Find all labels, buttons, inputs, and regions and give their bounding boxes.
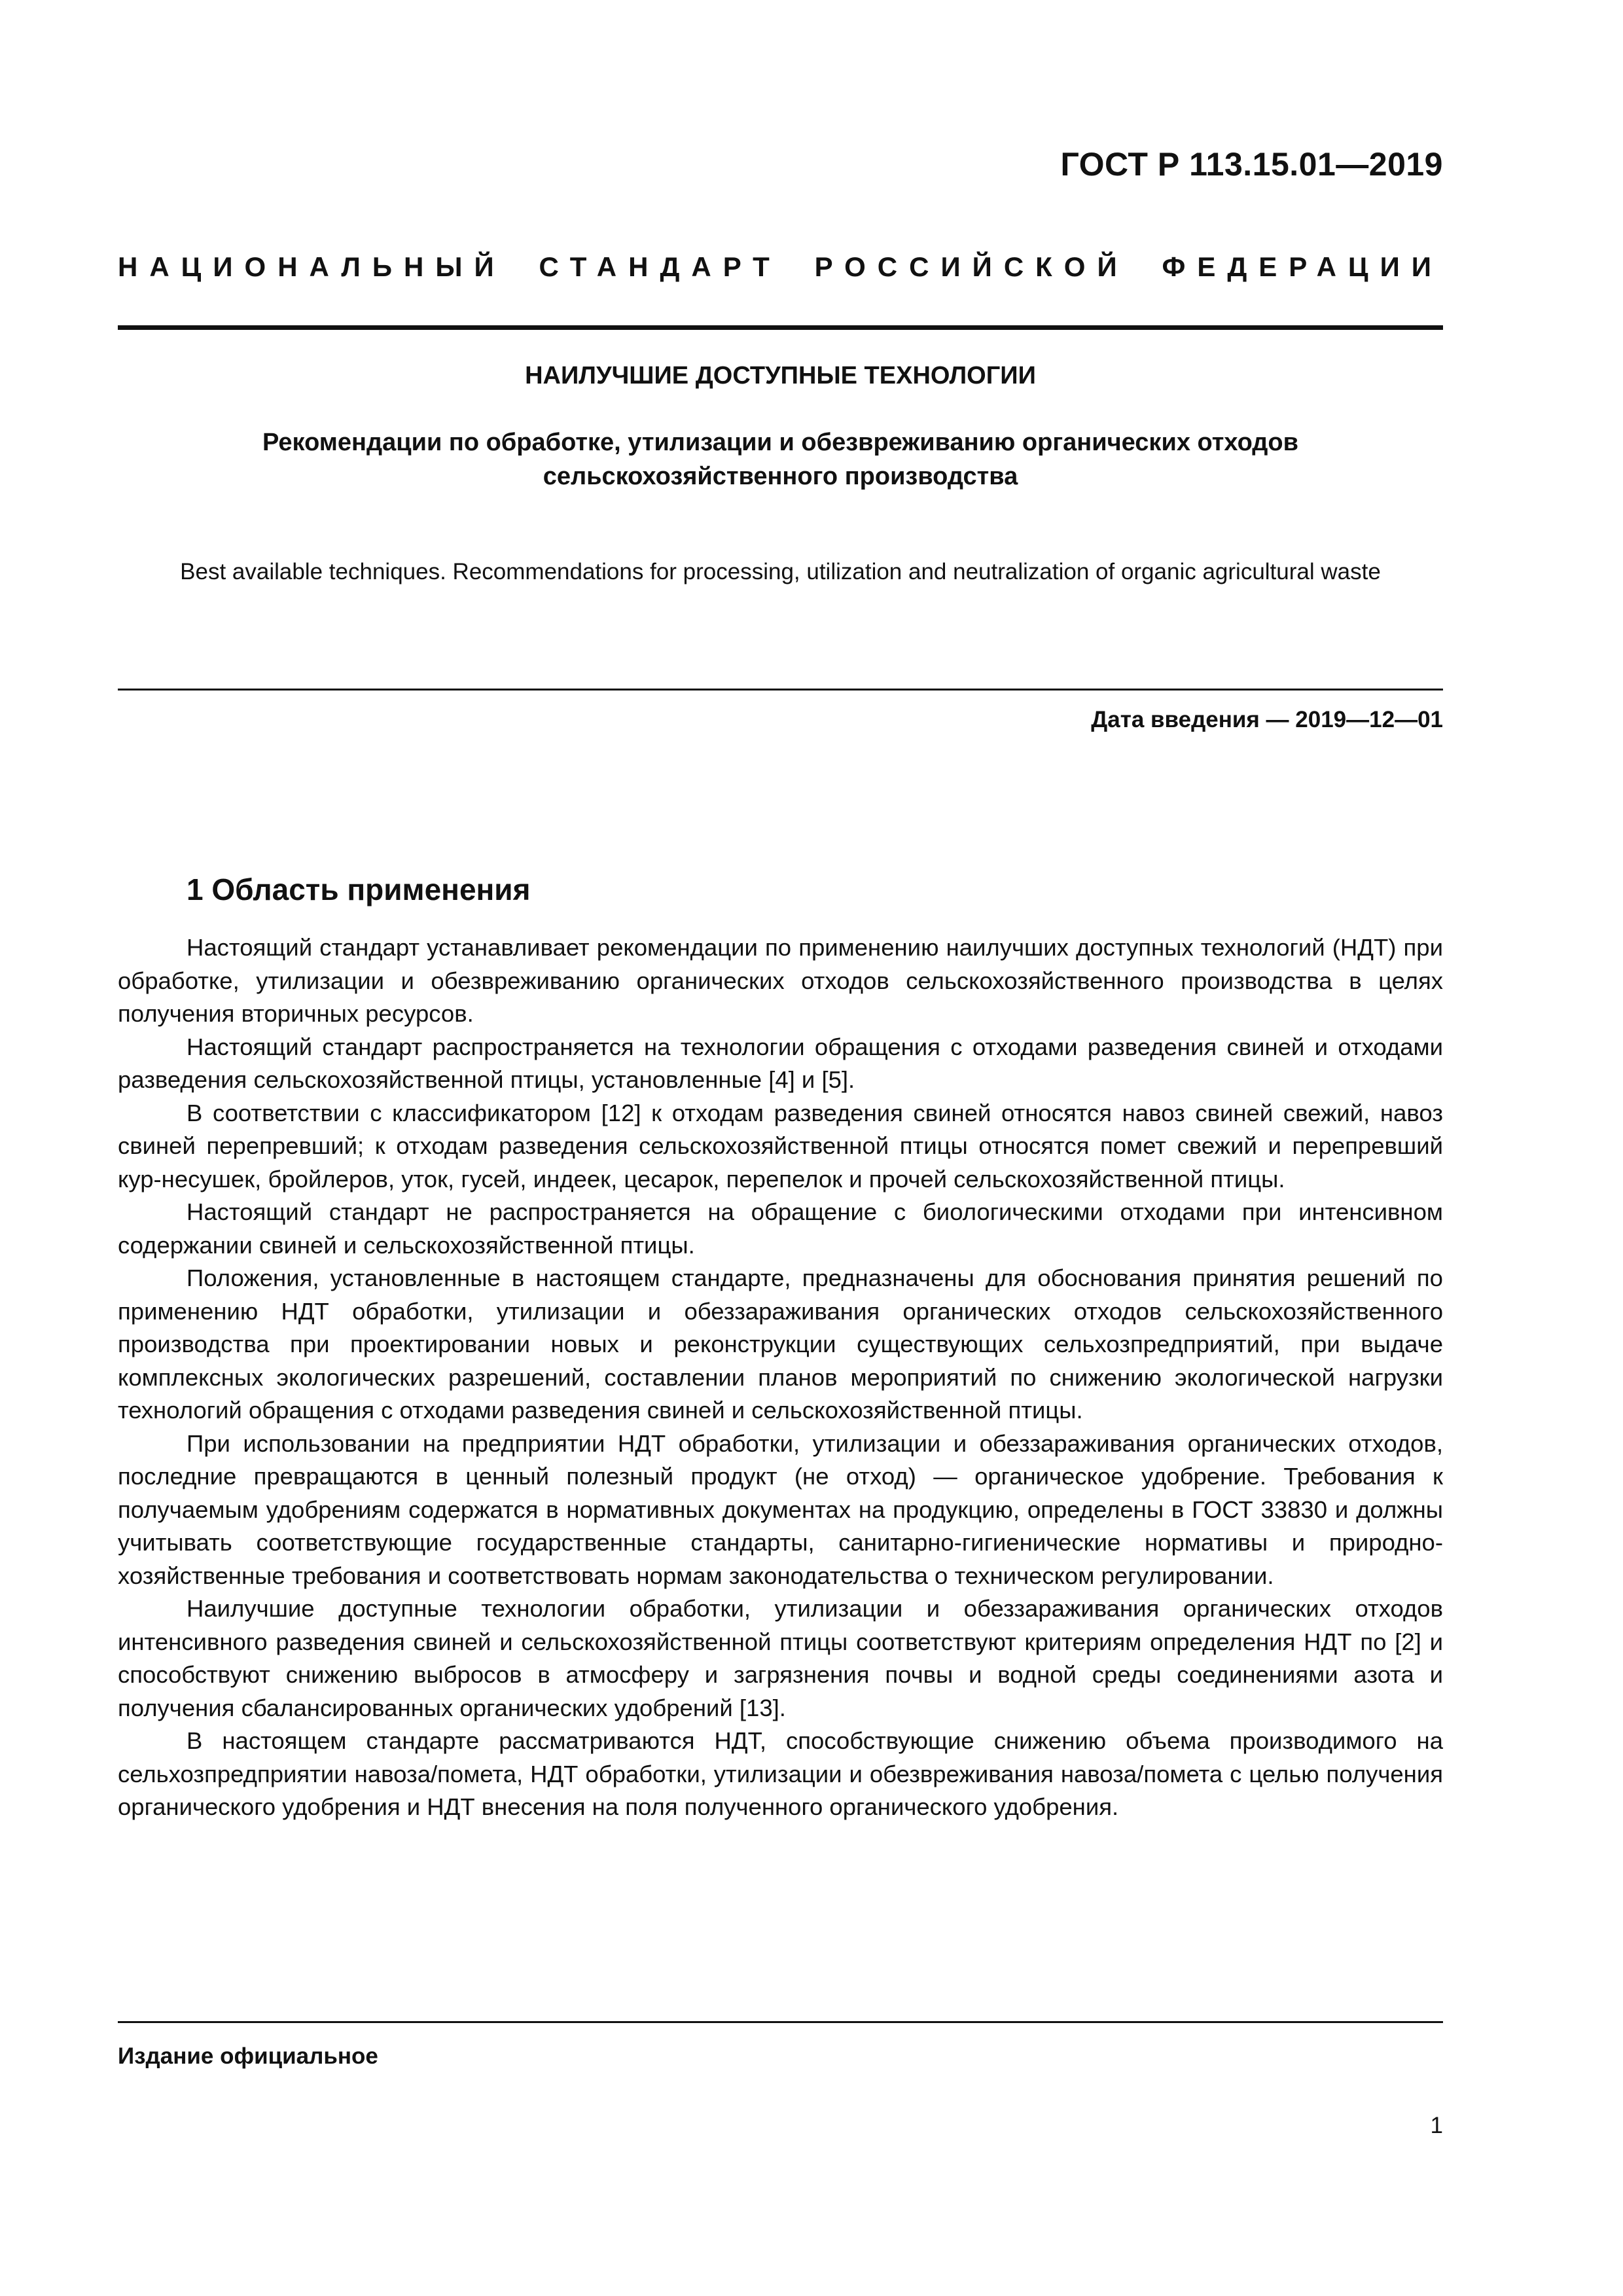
subtitle-line-1: Рекомендации по обработке, утилизации и обезвреживанию органических отходов — [262, 429, 1298, 456]
section-heading: 1 Область применения — [187, 872, 531, 906]
header-divider — [118, 325, 1443, 330]
paragraph: В соответствии с классификатором [12] к отходам разведения свиней относятся навоз свиней свежий, навоз свиней перепревший; к отходам разведения сельскохозяйственной птицы относятся помет свежий и перепревший кур-несушек, бройлеров, уток, гусей, индеек, цесарок, перепелок и прочей сельскохозяйственной птицы. — [118, 1099, 1443, 1193]
subtitle-line-2: сельскохозяйственного производства — [543, 463, 1018, 490]
official-edition-label: Издание официальное — [118, 2043, 378, 2069]
footer-divider — [118, 2021, 1443, 2023]
section-body — [118, 931, 1443, 1824]
paragraph: Наилучшие доступные технологии обработки, утилизации и обеззараживания органических отходов интенсивного разведения свиней и сельскохозяйственной птицы соответствуют критериям определения НДТ по [2] и способствуют снижению выбросов в атмосферу и загрязнения почвы и водной среды соединениями азота и получения сбалансированных органических удобрений [13]. — [118, 1595, 1443, 1721]
introduction-date: Дата введения — 2019—12—01 — [1091, 707, 1443, 732]
paragraph: Настоящий стандарт устанавливает рекомендации по применению наилучших доступных технологий (НДТ) при обработке, утилизации и обезвреживанию органических отходов сельскохозяйственного производства в целях получения вторичных ресурсов. — [118, 934, 1443, 1027]
title-divider — [118, 689, 1443, 691]
main-title: НАИЛУЧШИЕ ДОСТУПНЫЕ ТЕХНОЛОГИИ — [525, 362, 1036, 389]
subtitle — [118, 425, 1443, 493]
paragraph: При использовании на предприятии НДТ обработки, утилизации и обеззараживания органических отходов, последние превращаются в ценный полезный продукт (не отход) — органическое удобрение. Требования к получаемым удобрениям содержатся в нормативных документах на продукцию, определены в ГОСТ 33830 и должны учитывать соответствующие государственные стандарты, санитарно-гигиенические нормативы и природно-хозяйственные требования и соответствовать нормам законодательства о техническом регулировании. — [118, 1429, 1443, 1589]
paragraph: Настоящий стандарт не распространяется на обращение с биологическими отходами при интенсивном содержании свиней и сельскохозяйственной птицы. — [118, 1198, 1443, 1259]
english-title: Best available techniques. Recommendations for processing, utilization and neutralization of organic agricultural waste — [180, 559, 1381, 584]
page-number: 1 — [1430, 2113, 1443, 2138]
paragraph: В настоящем стандарте рассматриваются НДТ, способствующие снижению объема производимого на сельхозпредприятии навоза/помета, НДТ обработки, утилизации и обезвреживания навоза/помета с целью получения органического удобрения и НДТ внесения на поля полученного органического удобрения. — [118, 1727, 1443, 1820]
paragraph: Настоящий стандарт распространяется на технологии обращения с отходами разведения свиней и отходами разведения сельскохозяйственной птицы, установленные [4] и [5]. — [118, 1033, 1443, 1093]
national-standard-banner: НАЦИОНАЛЬНЫЙ СТАНДАРТ РОССИЙСКОЙ ФЕДЕРАЦИИ — [118, 251, 1443, 282]
document-code: ГОСТ Р 113.15.01—2019 — [1060, 146, 1443, 183]
paragraph: Положения, установленные в настоящем стандарте, предназначены для обоснования принятия решений по применению НДТ обработки, утилизации и обеззараживания органических отходов сельскохозяйственного производства при проектировании новых и реконструкции существующих сельхозпредприятий, при выдаче комплексных экологических разрешений, составлении планов мероприятий по снижению экологической нагрузки технологий обращения с отходами разведения свиней и сельскохозяйственной птицы. — [118, 1265, 1443, 1424]
